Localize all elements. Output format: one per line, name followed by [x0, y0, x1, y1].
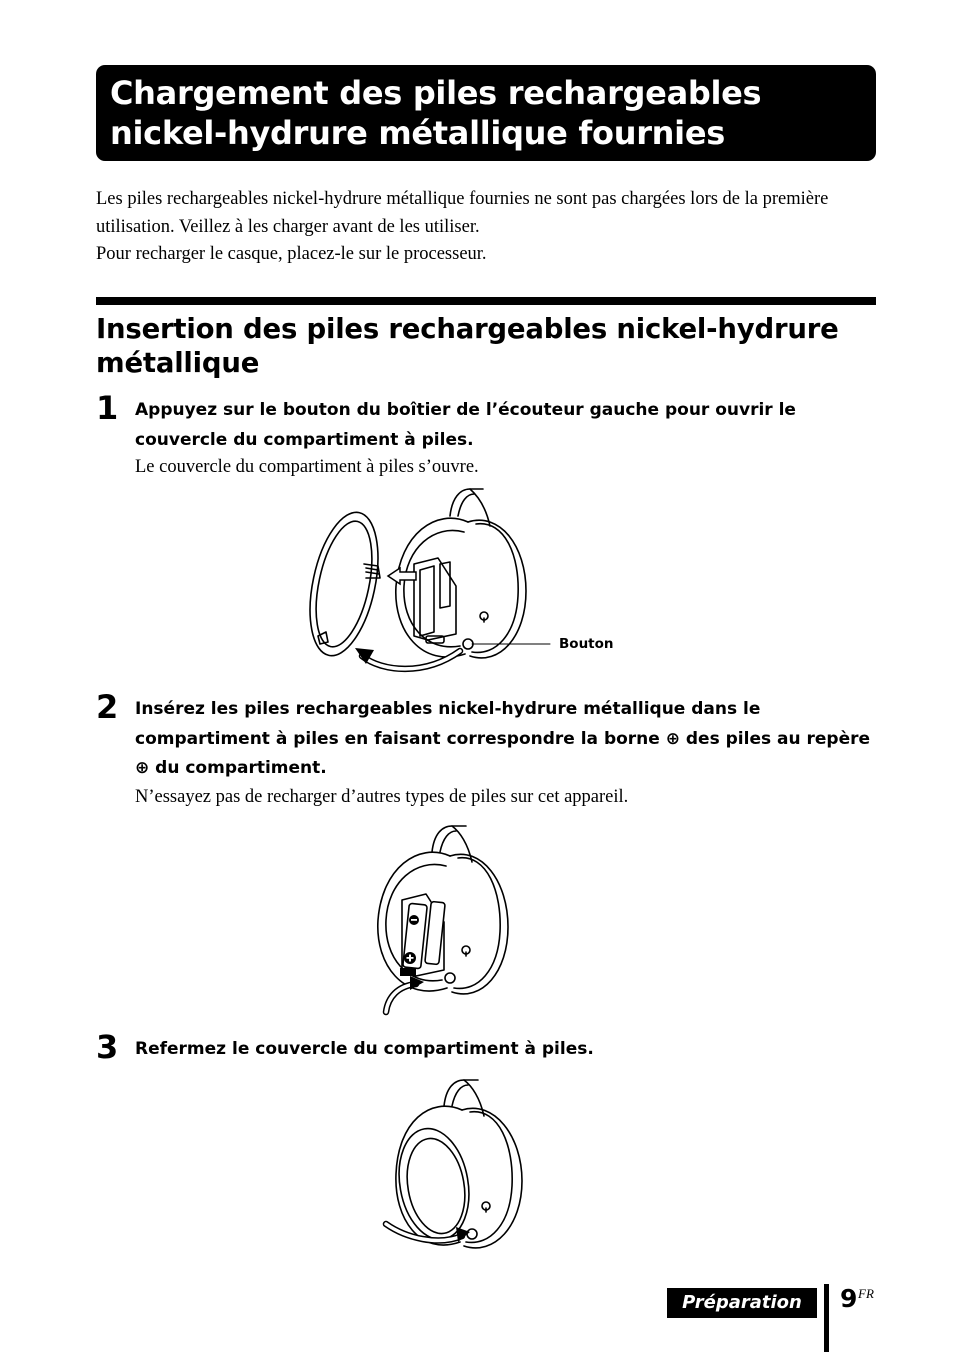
- step-number: 2: [96, 688, 119, 726]
- step-instruction: Refermez le couvercle du compartiment à piles.: [135, 1039, 594, 1059]
- intro-line-2: Pour recharger le casque, placez-le sur le processeur.: [96, 244, 487, 264]
- step-number: 1: [96, 389, 119, 427]
- intro-line-1: Les piles rechargeables nickel-hydrure métallique fournies ne sont pas chargées lors de la première utilisation. Veillez à les charger avant de les utiliser.: [96, 189, 829, 237]
- button-callout: Bouton: [559, 636, 614, 652]
- page-language-suffix: FR: [858, 1286, 874, 1301]
- step-instruction: Insérez les piles rechargeables nickel-hydrure métallique dans le compartiment à piles en faisant correspondre la borne ⊕ des piles au repère ⊕ du compartiment.: [135, 699, 871, 778]
- step-number: 3: [96, 1028, 119, 1066]
- intro-paragraph: [96, 186, 876, 269]
- illustration-insert-batteries: [370, 822, 540, 1022]
- illustration-close-cover: [376, 1076, 546, 1260]
- section-title: Insertion des piles rechargeables nickel-hydrure métallique: [96, 313, 839, 379]
- section-tab: Préparation: [667, 1288, 817, 1318]
- step-note: N’essayez pas de recharger d’autres types de piles sur cet appareil.: [135, 787, 629, 807]
- title-banner: [96, 65, 876, 161]
- step-instruction: Appuyez sur le bouton du boîtier de l’écouteur gauche pour ouvrir le couvercle du compartiment à piles.: [135, 400, 796, 450]
- footer-divider: [824, 1284, 829, 1352]
- page-title: Chargement des piles rechargeables nickel-hydrure métallique fournies: [110, 74, 762, 152]
- section-divider: [96, 297, 876, 305]
- page-number: 9: [840, 1284, 858, 1313]
- step-note: Le couvercle du compartiment à piles s’ouvre.: [135, 457, 479, 477]
